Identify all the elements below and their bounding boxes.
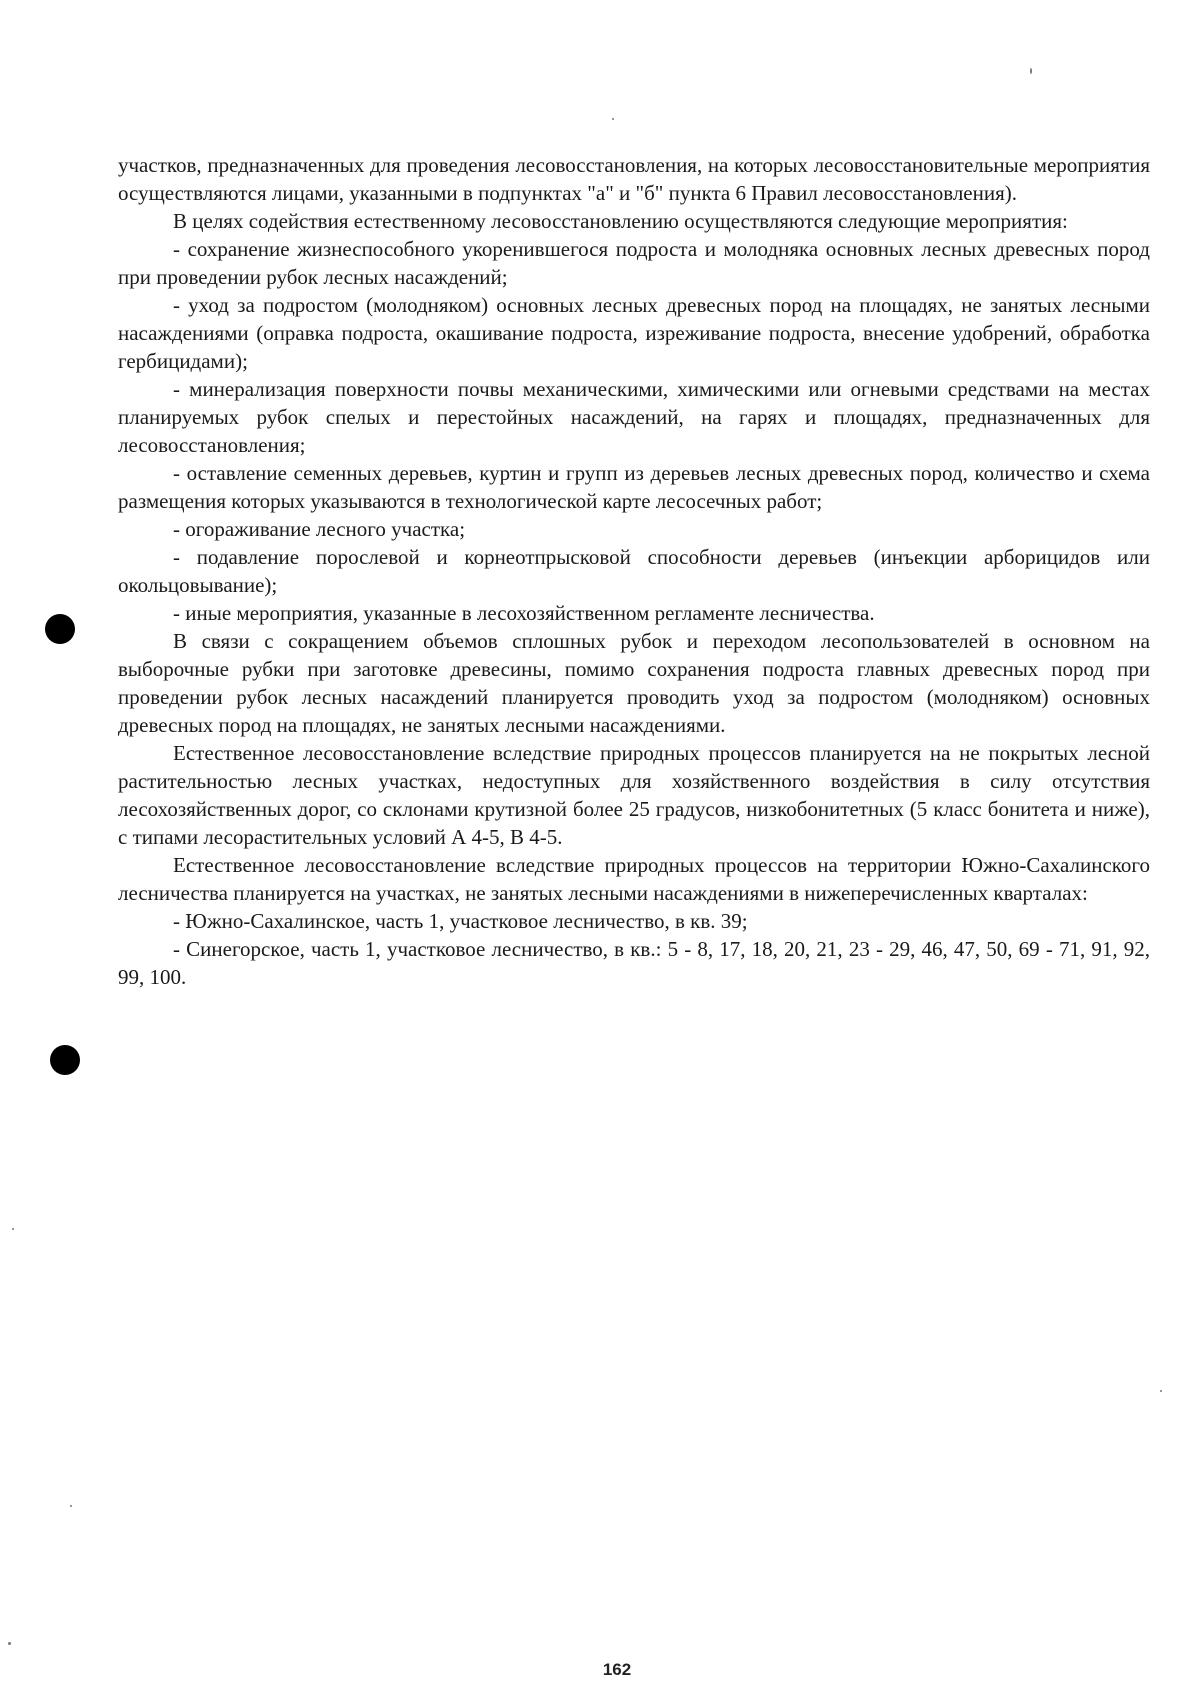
punch-hole [45,614,75,644]
scan-speck [612,118,614,120]
list-item-soil-mineralization: - минерализация поверхности почвы механическими, химическими или огневыми средствами на местах планируемых рубок спелых и перестойных насаждений, на гарях и площадях, предназначенных для лесовосстановления; [118,377,1150,457]
paragraph-selective-cutting: В связи с сокращением объемов сплошных рубок и переходом лесопользователей в основном на выборочные рубки при заготовке древесины, помимо сохранения подроста главных древесных пород при проведении рубок лесных насаждений планируется проводить уход за подростом (молодняком) основных древесных пород на площадях, не занятых лесными насаждениями. [118,629,1150,737]
scan-speck [1160,1390,1162,1392]
paragraph-yuzhno-sakhalinsk: Естественное лесовосстановление вследствие природных процессов на территории Южно-Сахалинского лесничества планируется на участках, не занятых лесными насаждениями в нижеперечисленных кварталах: [118,853,1150,905]
paragraph-natural-regeneration: Естественное лесовосстановление вследствие природных процессов планируется на не покрытых лесной растительностью лесных участках, недоступных для хозяйственного воздействия в силу отсутствия лесохозяйственных дорог, со склонами крутизной более 25 градусов, низкобонитетных (5 класс бонитета и ниже), с типами лесорастительных условий А 4-5, В 4-5. [118,741,1150,849]
punch-hole [50,1045,80,1075]
scan-speck [70,1505,72,1507]
scan-speck [12,1228,14,1230]
list-item-fencing: - огораживание лесного участка; [173,517,466,541]
paragraph-intro-measures: В целях содействия естественному лесовосстановлению осуществляются следующие мероприятия: [173,209,1068,233]
list-item-undergrowth-care: - уход за подростом (молодняком) основных лесных древесных пород на площадях, не занятых лесными насаждениями (оправка подроста, окашивание подроста, изреживание подроста, внесение удобрений, обработка гербицидами); [118,293,1150,373]
list-item-suppression: - подавление порослевой и корнеотпрысковой способности деревьев (инъекции арборицидов или окольцовывание); [118,545,1150,597]
list-item-other-measures: - иные мероприятия, указанные в лесохозяйственном регламенте лесничества. [173,601,875,625]
page-number: 162 [602,1660,632,1679]
list-item-seed-trees: - оставление семенных деревьев, куртин и групп из деревьев лесных древесных пород, количество и схема размещения которых указываются в технологической карте лесосечных работ; [118,461,1150,513]
scan-speck [8,1642,11,1645]
scan-speck [1030,68,1032,74]
list-item-yuzhno-sakhalinskoe: - Южно-Сахалинское, часть 1, участковое лесничество, в кв. 39; [173,909,748,933]
list-item-sinegorskoe: - Синегорское, часть 1, участковое лесничество, в кв.: 5 - 8, 17, 18, 20, 21, 23 - 29, 46, 47, 50, 69 - 71, 91, 92, 99, 100. [118,937,1150,989]
list-item-preserve-undergrowth: - сохранение жизнеспособного укоренившегося подроста и молодняка основных лесных древесных пород при проведении рубок лесных насаждений; [118,237,1150,289]
body-text [118,151,1150,991]
paragraph-continuation: участков, предназначенных для проведения лесовосстановления, на которых лесовосстановительные мероприятия осуществляются лицами, указанными в подпунктах "а" и "б" пункта 6 Правил лесовосстановления). [118,153,1150,205]
